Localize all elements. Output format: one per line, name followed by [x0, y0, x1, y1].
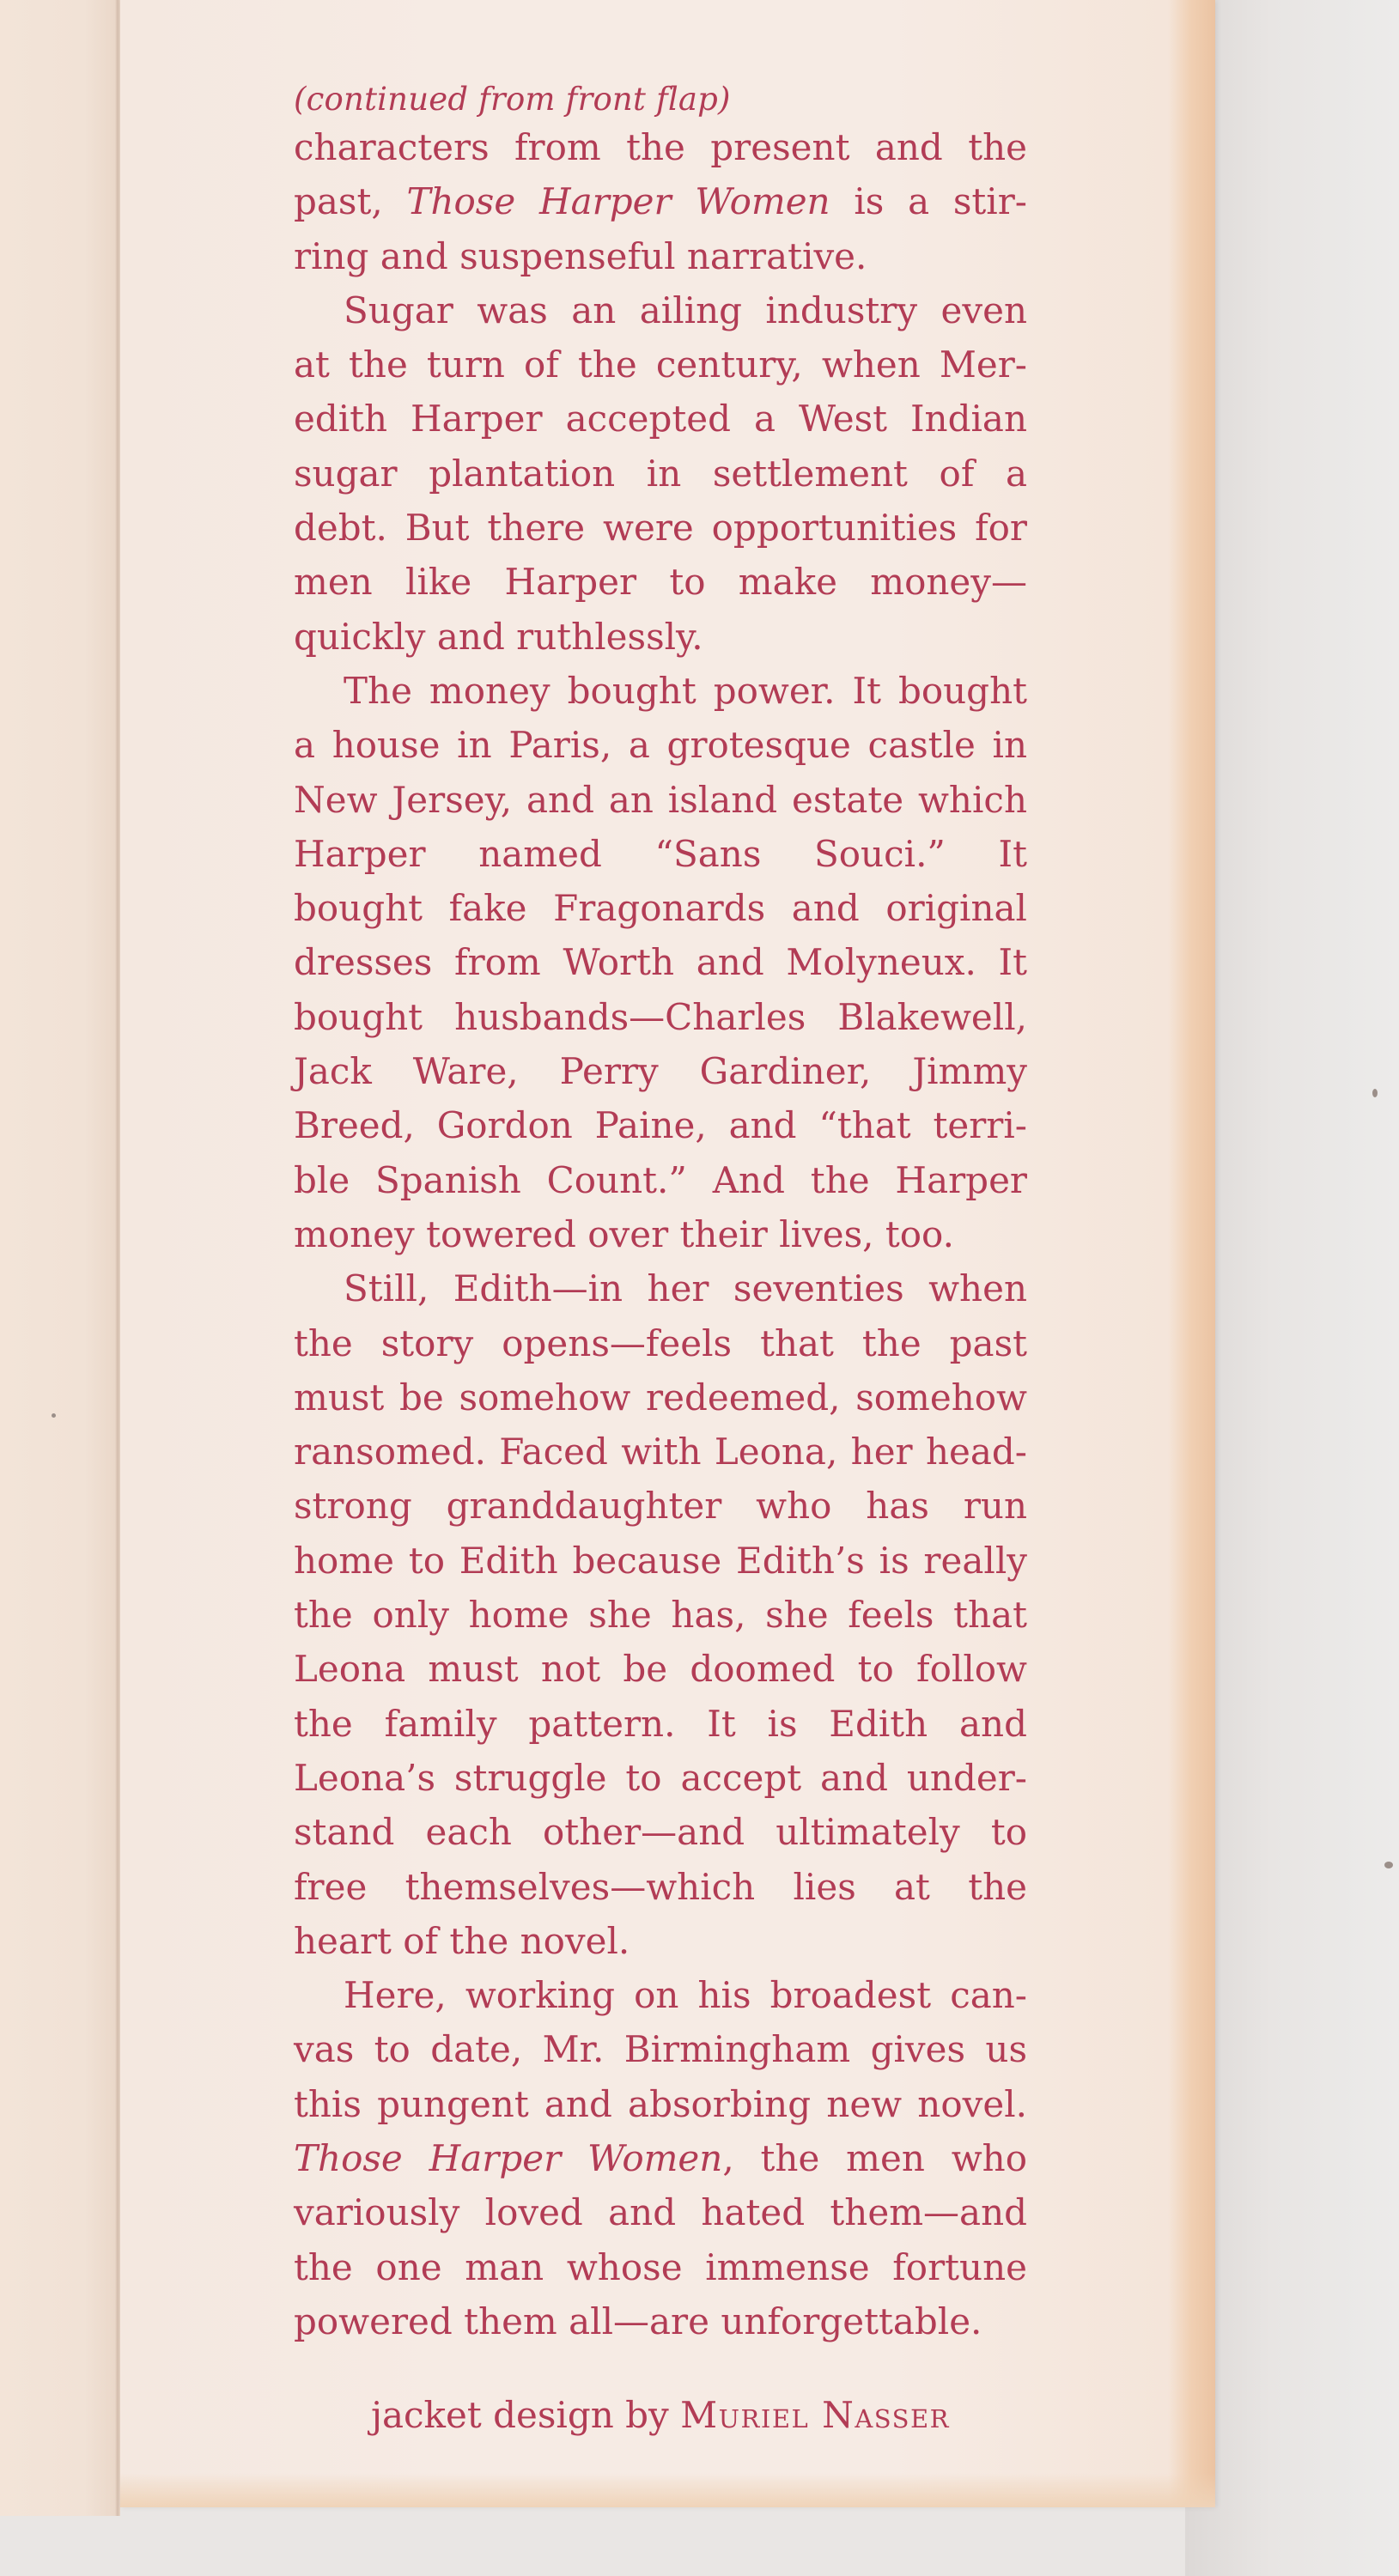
- text-line: ransomed. Faced with Leona, her head-: [294, 1431, 1027, 1473]
- text-line: free themselves—which lies at the: [294, 1865, 1027, 1908]
- text-line: The money bought power. It bought: [344, 669, 1027, 712]
- text-line: home to Edith because Edith’s is really: [294, 1539, 1027, 1582]
- text-line: strong granddaughter who has run: [294, 1485, 1027, 1528]
- text-line: past, Those Harper Women is a stir-: [294, 180, 1028, 223]
- text-line: dresses from Worth and Molyneux. It: [294, 941, 1027, 984]
- text-line: Leona must not be doomed to follow: [294, 1648, 1027, 1691]
- flap-copy: [294, 79, 1027, 2348]
- text-line: Sugar was an ailing industry even: [344, 289, 1027, 331]
- dust-speck: [52, 1413, 56, 1418]
- text-line: sugar plantation in settlement of a: [294, 452, 1027, 495]
- text-line: Those Harper Women, the men who: [294, 2136, 1028, 2179]
- text-line: the one man whose immense fortune: [294, 2245, 1027, 2288]
- text-line: Leona’s struggle to accept and under-: [294, 1756, 1027, 1799]
- flap-paragraph: [294, 1968, 1027, 2348]
- text-line: the story opens—feels that the past: [294, 1321, 1027, 1364]
- text-line: stand each other—and ultimately to: [294, 1811, 1027, 1854]
- text-line: bought fake Fragonards and original: [294, 887, 1027, 930]
- text-line: ble Spanish Count.” And the Harper: [294, 1158, 1027, 1201]
- flap-paragraph: [294, 1261, 1027, 1968]
- text-line: bought husbands—Charles Blakewell,: [294, 995, 1027, 1038]
- text-line: powered them all—are unforgettable.: [294, 2300, 982, 2342]
- left-fold-panel: [0, 0, 120, 2516]
- text-line: characters from the present and the: [294, 126, 1027, 168]
- text-line: money towered over their lives, too.: [294, 1212, 954, 1255]
- text-line: vas to date, Mr. Birmingham gives us: [294, 2028, 1027, 2071]
- text-line: heart of the novel.: [294, 1919, 630, 1962]
- text-line: ring and suspenseful narrative.: [294, 234, 867, 277]
- text-line: variously loved and hated them—and: [294, 2191, 1027, 2234]
- text-line: this pungent and absorbing new novel.: [294, 2082, 1027, 2125]
- text-line: Still, Edith—in her seventies when: [344, 1267, 1027, 1310]
- flap-paragraph: [294, 120, 1027, 283]
- text-line: Breed, Gordon Paine, and “that terri-: [294, 1104, 1027, 1147]
- text-line: the only home she has, she feels that: [294, 1594, 1027, 1637]
- flap-paragraphs: [294, 120, 1027, 2348]
- text-line: a house in Paris, a grotesque castle in: [294, 724, 1027, 767]
- text-line: must be somehow redeemed, somehow: [294, 1376, 1027, 1419]
- book-title: Those Harper Women: [294, 2136, 723, 2179]
- text-line: men like Harper to make money—: [294, 561, 1027, 604]
- text-line: New Jersey, and an island estate which: [294, 778, 1027, 821]
- jacket-credit: [294, 2390, 1027, 2441]
- flap-paragraph: [294, 283, 1027, 664]
- text-line: at the turn of the century, when Mer-: [294, 343, 1027, 386]
- text-line: edith Harper accepted a West Indian: [294, 398, 1027, 440]
- text-line: Here, working on his broadest can-: [344, 1974, 1027, 2017]
- flap-edge-shading: [1168, 0, 1215, 2507]
- text-line: debt. But there were opportunities for: [294, 507, 1027, 550]
- text-line: the family pattern. It is Edith and: [294, 1702, 1027, 1745]
- dust-speck: [1372, 1089, 1378, 1097]
- designer-name: Muriel Nasser: [680, 2394, 951, 2436]
- credit-prefix: jacket design by: [370, 2394, 669, 2436]
- book-title: Those Harper Women: [406, 180, 830, 223]
- flap-paragraph: [294, 664, 1027, 1261]
- dust-speck: [1384, 1862, 1393, 1868]
- scan-background: [1185, 0, 1399, 2576]
- continued-note: (continued from front flap): [294, 81, 731, 118]
- flap-bottom-shading: [120, 2473, 1215, 2507]
- text-line: quickly and ruthlessly.: [294, 615, 703, 658]
- text-line: Harper named “Sans Souci.” It: [294, 832, 1027, 875]
- text-line: Jack Ware, Perry Gardiner, Jimmy: [294, 1050, 1027, 1093]
